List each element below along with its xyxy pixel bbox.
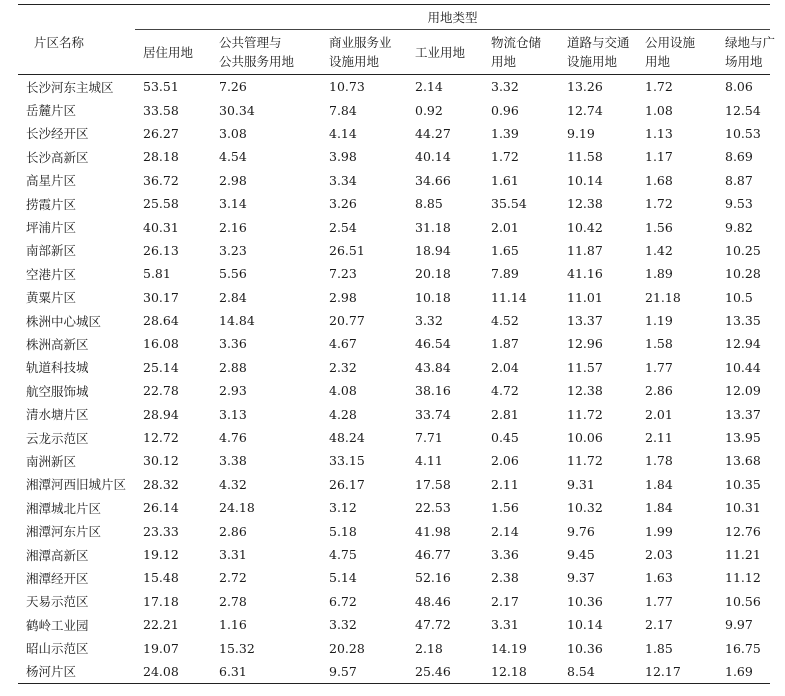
value-cell: 26.14	[143, 500, 179, 516]
value-cell: 12.76	[725, 523, 761, 539]
table-row	[18, 286, 770, 309]
value-cell: 14.84	[219, 313, 255, 329]
value-cell: 2.98	[219, 172, 247, 188]
column-header-line1: 道路与交通	[567, 35, 630, 50]
region-name-cell: 长沙高新区	[26, 149, 89, 165]
value-cell: 13.35	[725, 313, 761, 329]
value-cell: 4.14	[329, 125, 357, 141]
column-header-line2: 公共服务用地	[219, 54, 295, 69]
value-cell: 1.17	[645, 149, 673, 165]
column-header-line2: 用地	[491, 54, 517, 69]
column-header	[637, 30, 717, 75]
region-name-cell: 南洲新区	[26, 453, 77, 469]
region-name-cell: 湘潭经开区	[26, 570, 89, 586]
value-cell: 4.08	[329, 383, 357, 399]
value-cell: 12.96	[567, 336, 603, 352]
value-cell: 13.95	[725, 430, 761, 446]
value-cell: 28.94	[143, 406, 179, 422]
value-cell: 10.53	[725, 125, 761, 141]
value-cell: 18.94	[415, 242, 451, 258]
value-cell: 41.16	[567, 266, 603, 282]
value-cell: 1.77	[645, 359, 673, 375]
value-cell: 40.14	[415, 149, 451, 165]
value-cell: 1.61	[491, 172, 519, 188]
value-cell: 2.81	[491, 406, 519, 422]
region-name-cell: 长沙河东主城区	[26, 79, 114, 95]
value-cell: 16.08	[143, 336, 179, 352]
region-name-header: 片区名称	[18, 5, 135, 75]
region-name-cell: 杨河片区	[18, 660, 135, 684]
value-cell: 8.54	[559, 660, 637, 684]
column-header-line2: 设施用地	[329, 54, 380, 69]
value-cell: 3.32	[415, 313, 443, 329]
value-cell: 25.58	[143, 196, 179, 212]
value-cell: 2.93	[219, 383, 247, 399]
value-cell: 2.14	[415, 79, 443, 95]
value-cell: 16.75	[725, 640, 761, 656]
region-name-cell: 空港片区	[26, 266, 77, 282]
region-name-cell: 株洲中心城区	[26, 313, 102, 329]
value-cell: 1.84	[645, 500, 673, 516]
column-header-line1: 公用设施	[645, 35, 696, 50]
value-cell: 1.39	[491, 125, 519, 141]
value-cell: 10.42	[567, 219, 603, 235]
value-cell: 2.03	[645, 547, 673, 562]
column-header	[211, 30, 321, 75]
region-name-cell: 云龙示范区	[26, 430, 89, 446]
value-cell: 22.21	[143, 617, 179, 633]
value-cell: 24.18	[219, 500, 255, 516]
column-header-line1: 居住用地	[143, 44, 194, 60]
value-cell: 4.67	[329, 336, 357, 352]
column-header	[559, 30, 637, 75]
value-cell: 43.84	[415, 359, 451, 375]
value-cell: 26.51	[329, 242, 365, 258]
value-cell: 47.72	[415, 617, 451, 633]
value-cell: 4.72	[491, 383, 519, 399]
value-cell: 15.32	[219, 640, 255, 656]
table-row	[18, 613, 770, 636]
value-cell: 46.77	[415, 547, 451, 562]
value-cell: 5.14	[329, 570, 357, 586]
value-cell: 12.74	[567, 102, 603, 118]
value-cell: 33.74	[415, 406, 451, 422]
value-cell: 48.46	[415, 593, 451, 609]
value-cell: 2.18	[415, 640, 443, 656]
value-cell: 2.86	[645, 383, 673, 399]
value-cell: 1.58	[645, 336, 673, 352]
region-name-cell: 湘潭城北片区	[26, 500, 102, 516]
value-cell: 2.32	[329, 359, 357, 375]
table-row	[18, 379, 770, 402]
value-cell: 2.17	[491, 593, 519, 609]
column-header-line1: 工业用地	[415, 44, 466, 60]
value-cell: 11.01	[567, 289, 603, 305]
value-cell: 3.36	[219, 336, 247, 352]
value-cell: 30.34	[219, 102, 255, 118]
value-cell: 1.08	[645, 102, 673, 118]
value-cell: 3.31	[491, 617, 519, 633]
value-cell: 2.11	[645, 430, 673, 446]
value-cell: 3.23	[219, 242, 247, 258]
value-cell: 2.86	[219, 523, 247, 539]
value-cell: 10.44	[725, 359, 761, 375]
value-cell: 1.42	[645, 242, 673, 258]
region-name-cell: 昭山示范区	[26, 641, 89, 657]
value-cell: 12.72	[143, 430, 179, 446]
value-cell: 1.56	[491, 500, 519, 516]
value-cell: 11.58	[567, 149, 603, 165]
value-cell: 1.85	[645, 640, 673, 656]
value-cell: 7.23	[329, 266, 357, 282]
value-cell: 48.24	[329, 430, 365, 446]
value-cell: 31.18	[415, 219, 451, 235]
column-header-line1: 绿地与广	[725, 35, 776, 50]
value-cell: 6.31	[211, 660, 321, 684]
value-cell: 40.31	[143, 219, 179, 235]
value-cell: 1.19	[645, 313, 673, 329]
value-cell: 25.46	[407, 660, 483, 684]
table-row	[18, 402, 770, 425]
value-cell: 33.58	[143, 102, 179, 118]
column-header	[483, 30, 559, 75]
table-row	[18, 519, 770, 542]
region-name-cell: 坪浦片区	[26, 220, 77, 236]
value-cell: 10.36	[567, 593, 603, 609]
value-cell: 5.56	[219, 266, 247, 282]
value-cell: 1.87	[491, 336, 519, 352]
value-cell: 1.99	[645, 523, 673, 539]
value-cell: 1.68	[645, 172, 673, 188]
value-cell: 10.73	[329, 79, 365, 95]
value-cell: 8.69	[725, 149, 753, 165]
value-cell: 4.52	[491, 313, 519, 329]
value-cell: 1.77	[645, 593, 673, 609]
table-row	[18, 309, 770, 332]
value-cell: 3.14	[219, 196, 247, 212]
value-cell: 10.5	[725, 289, 753, 305]
value-cell: 2.01	[491, 219, 519, 235]
value-cell: 5.18	[329, 523, 357, 539]
value-cell: 1.69	[717, 660, 770, 684]
value-cell: 1.72	[491, 149, 519, 165]
value-cell: 21.18	[645, 289, 681, 305]
value-cell: 7.26	[219, 79, 247, 95]
table-row	[18, 169, 770, 192]
value-cell: 12.94	[725, 336, 761, 352]
table-row	[18, 660, 770, 684]
value-cell: 0.96	[491, 102, 519, 118]
value-cell: 4.11	[415, 453, 443, 469]
value-cell: 20.28	[329, 640, 365, 656]
value-cell: 12.17	[637, 660, 717, 684]
table-row	[18, 426, 770, 449]
value-cell: 10.31	[725, 500, 761, 516]
table-row	[18, 122, 770, 145]
region-name-cell: 湘潭高新区	[26, 547, 89, 563]
value-cell: 10.56	[725, 593, 761, 609]
table-row	[18, 566, 770, 589]
value-cell: 9.82	[725, 219, 753, 235]
value-cell: 30.12	[143, 453, 179, 469]
region-name-cell: 株洲高新区	[26, 336, 89, 352]
value-cell: 23.33	[143, 523, 179, 539]
value-cell: 38.16	[415, 383, 451, 399]
value-cell: 22.78	[143, 383, 179, 399]
value-cell: 25.14	[143, 359, 179, 375]
value-cell: 1.78	[645, 453, 673, 469]
value-cell: 1.13	[645, 125, 673, 141]
column-header-line2: 设施用地	[567, 54, 618, 69]
region-name-cell: 湘潭河西旧城片区	[26, 477, 127, 493]
value-cell: 9.76	[567, 523, 595, 539]
value-cell: 44.27	[415, 125, 451, 141]
value-cell: 9.31	[567, 476, 595, 492]
value-cell: 46.54	[415, 336, 451, 352]
table-row	[18, 332, 770, 355]
value-cell: 3.31	[219, 547, 247, 562]
value-cell: 3.38	[219, 453, 247, 469]
column-header	[717, 30, 776, 75]
region-name-cell: 湘潭河东片区	[26, 524, 102, 540]
value-cell: 20.18	[415, 266, 451, 282]
value-cell: 14.19	[491, 640, 527, 656]
value-cell: 26.27	[143, 125, 179, 141]
value-cell: 3.34	[329, 172, 357, 188]
region-name-cell: 航空服饰城	[26, 383, 89, 399]
value-cell: 1.56	[645, 219, 673, 235]
value-cell: 33.15	[329, 453, 365, 469]
column-header	[135, 30, 211, 75]
value-cell: 10.14	[567, 172, 603, 188]
value-cell: 17.58	[415, 476, 451, 492]
value-cell: 22.53	[415, 500, 451, 516]
value-cell: 2.38	[491, 570, 519, 586]
value-cell: 1.65	[491, 242, 519, 258]
value-cell: 8.85	[415, 196, 443, 212]
value-cell: 12.18	[483, 660, 559, 684]
value-cell: 9.45	[567, 547, 595, 562]
value-cell: 2.72	[219, 570, 247, 586]
value-cell: 11.87	[567, 242, 603, 258]
value-cell: 9.19	[567, 125, 595, 141]
region-name-cell: 轨道科技城	[26, 360, 89, 376]
value-cell: 10.25	[725, 242, 761, 258]
value-cell: 2.98	[329, 289, 357, 305]
value-cell: 13.37	[567, 313, 603, 329]
value-cell: 3.26	[329, 196, 357, 212]
value-cell: 2.16	[219, 219, 247, 235]
column-header-line2: 用地	[645, 54, 671, 69]
table-row	[18, 636, 770, 659]
value-cell: 4.54	[219, 149, 247, 165]
value-cell: 8.06	[725, 79, 753, 95]
value-cell: 12.38	[567, 383, 603, 399]
value-cell: 52.16	[415, 570, 451, 586]
value-cell: 11.12	[725, 570, 761, 586]
region-name-cell: 南部新区	[26, 243, 77, 259]
value-cell: 3.12	[329, 500, 357, 516]
land-use-table	[18, 4, 776, 684]
value-cell: 7.89	[491, 266, 519, 282]
table-body	[18, 75, 770, 684]
value-cell: 12.54	[725, 102, 761, 118]
value-cell: 10.18	[415, 289, 451, 305]
table-row	[18, 239, 770, 262]
value-cell: 10.28	[725, 266, 761, 282]
land-use-type-header: 用地类型	[135, 5, 770, 30]
value-cell: 10.32	[567, 500, 603, 516]
table-row	[18, 473, 770, 496]
value-cell: 11.72	[567, 406, 603, 422]
column-header-line1: 公共管理与	[219, 35, 282, 50]
table-row	[18, 75, 770, 99]
column-header-line1: 商业服务业	[329, 35, 392, 50]
region-name-cell: 黄粟片区	[26, 290, 77, 306]
value-cell: 9.53	[725, 196, 753, 212]
value-cell: 3.98	[329, 149, 357, 165]
region-name-cell: 岳麓片区	[26, 103, 77, 119]
value-cell: 15.48	[143, 570, 179, 586]
value-cell: 2.01	[645, 406, 673, 422]
value-cell: 30.17	[143, 289, 179, 305]
value-cell: 3.36	[491, 547, 519, 562]
value-cell: 1.63	[645, 570, 673, 586]
value-cell: 11.21	[725, 547, 761, 562]
value-cell: 9.97	[725, 617, 753, 633]
value-cell: 2.78	[219, 593, 247, 609]
value-cell: 10.36	[567, 640, 603, 656]
table-row	[18, 449, 770, 472]
value-cell: 3.32	[491, 79, 519, 95]
table-row	[18, 215, 770, 238]
value-cell: 53.51	[143, 79, 179, 95]
value-cell: 8.87	[725, 172, 753, 188]
region-name-cell: 捞霞片区	[26, 196, 77, 212]
value-cell: 19.07	[143, 640, 179, 656]
value-cell: 2.06	[491, 453, 519, 469]
value-cell: 10.14	[567, 617, 603, 633]
table-row	[18, 98, 770, 121]
value-cell: 24.08	[135, 660, 211, 684]
value-cell: 1.72	[645, 196, 673, 212]
value-cell: 3.32	[329, 617, 357, 633]
value-cell: 26.13	[143, 242, 179, 258]
value-cell: 17.18	[143, 593, 179, 609]
table-row	[18, 590, 770, 613]
value-cell: 13.68	[725, 453, 761, 469]
value-cell: 35.54	[491, 196, 527, 212]
value-cell: 0.92	[415, 102, 443, 118]
value-cell: 19.12	[143, 547, 179, 562]
value-cell: 2.04	[491, 359, 519, 375]
value-cell: 12.09	[725, 383, 761, 399]
value-cell: 1.72	[645, 79, 673, 95]
column-header-line1: 物流仓储	[491, 35, 542, 50]
value-cell: 7.71	[415, 430, 443, 446]
value-cell: 1.89	[645, 266, 673, 282]
value-cell: 10.06	[567, 430, 603, 446]
value-cell: 7.84	[329, 102, 357, 118]
table-row	[18, 543, 770, 566]
table-row	[18, 192, 770, 215]
region-name-cell: 天易示范区	[26, 594, 89, 610]
value-cell: 28.64	[143, 313, 179, 329]
table-row	[18, 145, 770, 168]
value-cell: 4.28	[329, 406, 357, 422]
value-cell: 4.75	[329, 547, 357, 562]
value-cell: 2.84	[219, 289, 247, 305]
value-cell: 2.14	[491, 523, 519, 539]
value-cell: 28.32	[143, 476, 179, 492]
region-name-cell: 高星片区	[26, 173, 77, 189]
column-header	[321, 30, 407, 75]
value-cell: 2.17	[645, 617, 673, 633]
value-cell: 4.76	[219, 430, 247, 446]
table-row	[18, 356, 770, 379]
value-cell: 9.37	[567, 570, 595, 586]
value-cell: 10.35	[725, 476, 761, 492]
value-cell: 11.14	[491, 289, 527, 305]
value-cell: 12.38	[567, 196, 603, 212]
value-cell: 11.72	[567, 453, 603, 469]
value-cell: 11.57	[567, 359, 603, 375]
header-row-group	[18, 5, 770, 30]
value-cell: 2.11	[491, 476, 519, 492]
value-cell: 2.54	[329, 219, 357, 235]
value-cell: 36.72	[143, 172, 179, 188]
value-cell: 1.16	[219, 617, 247, 633]
value-cell: 41.98	[415, 523, 451, 539]
value-cell: 4.32	[219, 476, 247, 492]
value-cell: 5.81	[143, 266, 171, 282]
value-cell: 6.72	[329, 593, 357, 609]
table-row	[18, 262, 770, 285]
value-cell: 9.57	[321, 660, 407, 684]
value-cell: 1.84	[645, 476, 673, 492]
value-cell: 26.17	[329, 476, 365, 492]
region-name-cell: 清水塘片区	[26, 407, 89, 423]
value-cell: 2.88	[219, 359, 247, 375]
column-header-line2: 场用地	[725, 54, 763, 69]
value-cell: 20.77	[329, 313, 365, 329]
value-cell: 13.37	[725, 406, 761, 422]
value-cell: 3.13	[219, 406, 247, 422]
column-header	[407, 30, 483, 75]
value-cell: 13.26	[567, 79, 603, 95]
value-cell: 34.66	[415, 172, 451, 188]
region-name-cell: 长沙经开区	[26, 126, 89, 142]
value-cell: 3.08	[219, 125, 247, 141]
table-row	[18, 496, 770, 519]
value-cell: 28.18	[143, 149, 179, 165]
value-cell: 0.45	[491, 430, 519, 446]
region-name-cell: 鹤岭工业园	[26, 617, 89, 633]
